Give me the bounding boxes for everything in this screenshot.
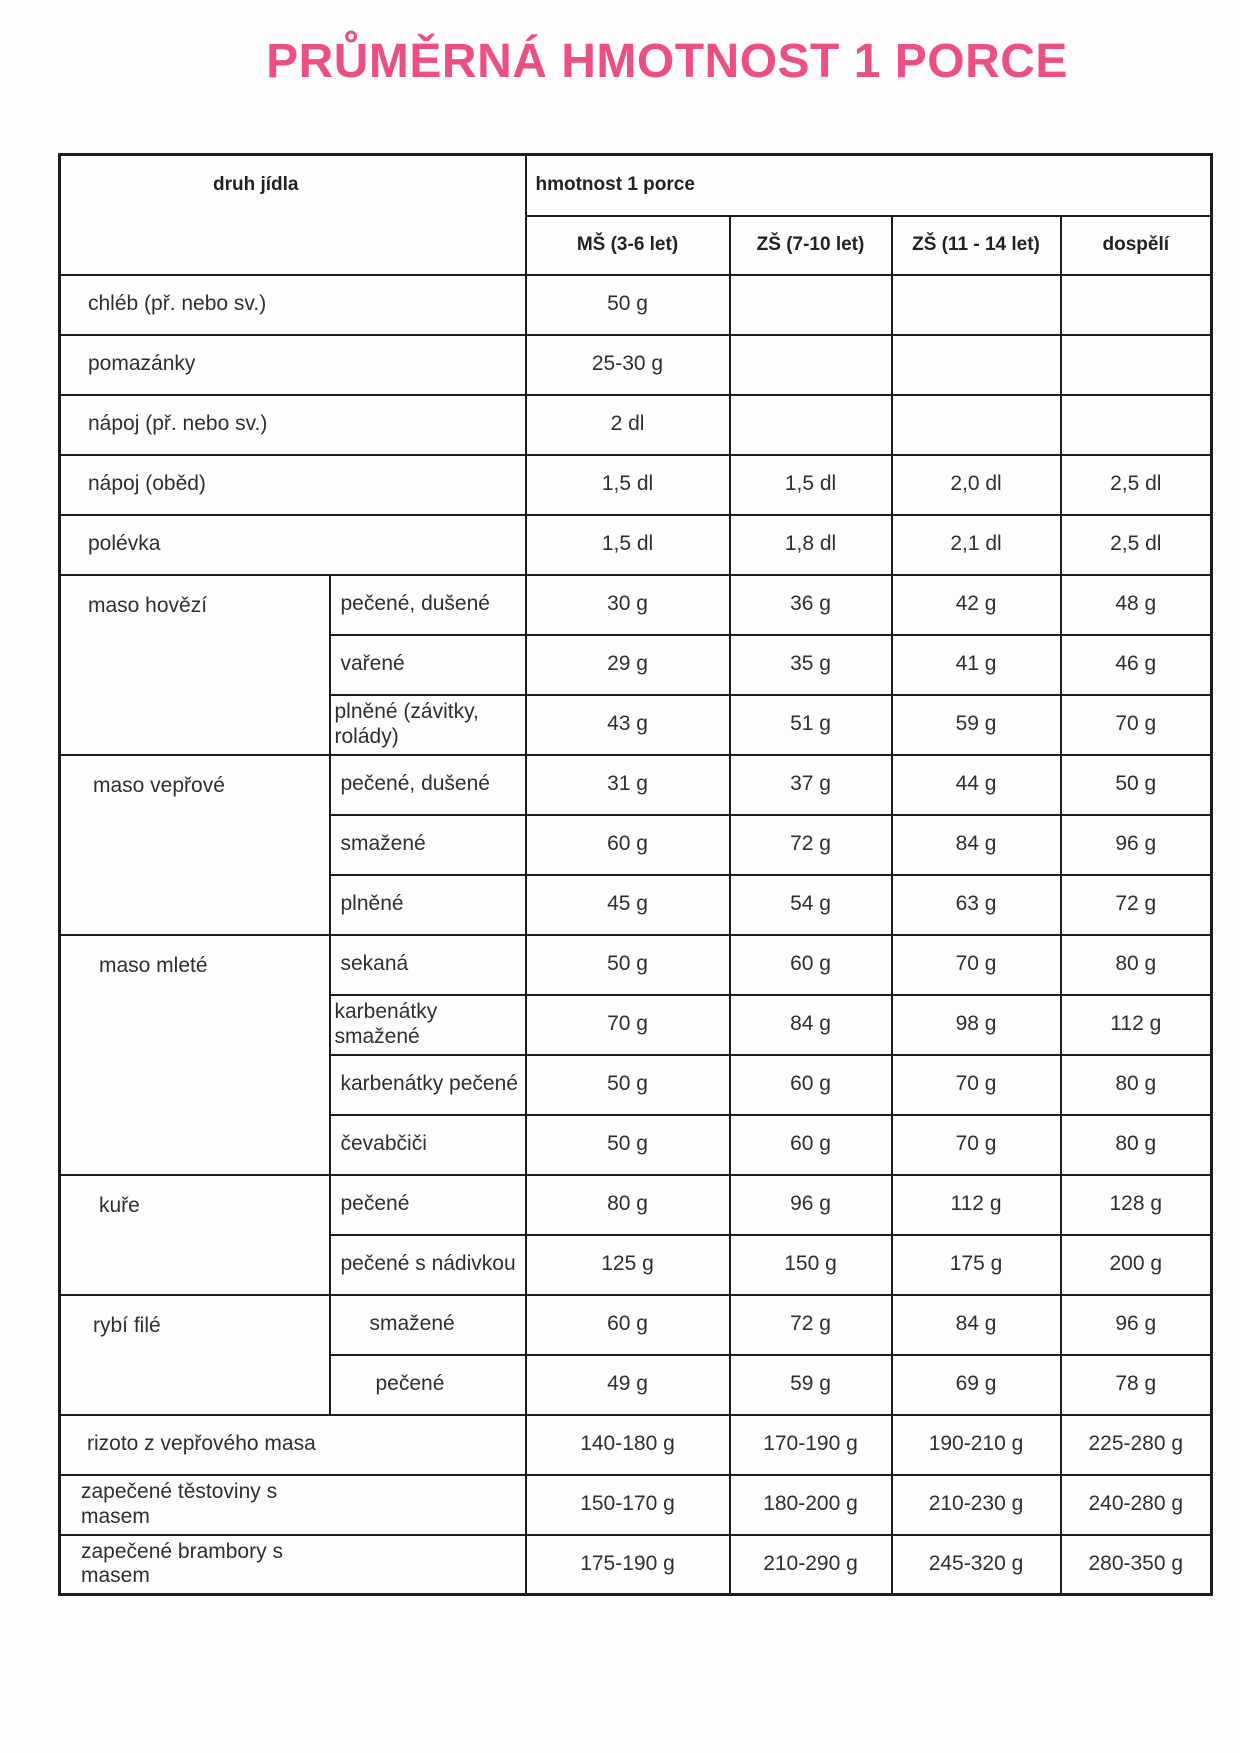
table-row	[60, 275, 1212, 335]
table-row	[60, 755, 1212, 815]
value-zs-7-10: 1,5 dl	[730, 455, 892, 515]
value-adults: 78 g	[1061, 1355, 1212, 1415]
value-zs-11-14: 84 g	[892, 815, 1061, 875]
value-zs-7-10: 54 g	[730, 875, 892, 935]
value-zs-11-14: 63 g	[892, 875, 1061, 935]
value-zs-7-10: 60 g	[730, 935, 892, 995]
page-title: PRŮMĚRNÁ HMOTNOST 1 PORCE	[266, 35, 1068, 88]
value-zs-11-14: 69 g	[892, 1355, 1061, 1415]
table-row	[60, 935, 1212, 995]
value-zs-7-10: 210-290 g	[730, 1535, 892, 1595]
food-subtype-label: sekaná	[330, 935, 526, 995]
header-group-adults: dospělí	[1061, 216, 1212, 275]
food-subtype-label: čevabčiči	[330, 1115, 526, 1175]
value-ms: 1,5 dl	[526, 515, 730, 575]
value-ms: 29 g	[526, 635, 730, 695]
header-group-zs-7-10: ZŠ (7-10 let)	[730, 216, 892, 275]
food-category-label: rybí filé	[60, 1295, 330, 1415]
header-food-type: druh jídla	[60, 155, 526, 275]
value-zs-7-10: 72 g	[730, 815, 892, 875]
value-zs-7-10: 96 g	[730, 1175, 892, 1235]
table-row	[60, 335, 1212, 395]
food-subtype-cell	[330, 995, 526, 1055]
value-ms: 80 g	[526, 1175, 730, 1235]
value-zs-11-14: 2,1 dl	[892, 515, 1061, 575]
table-row	[60, 575, 1212, 635]
value-adults: 70 g	[1061, 695, 1212, 755]
food-category-label: kuře	[60, 1175, 330, 1295]
empty-cell	[730, 335, 892, 395]
food-label: chléb (př. nebo sv.)	[60, 275, 526, 335]
empty-cell	[1061, 395, 1212, 455]
header-group-zs-11-14: ZŠ (11 - 14 let)	[892, 216, 1061, 275]
value-zs-11-14: 41 g	[892, 635, 1061, 695]
value-adults: 2,5 dl	[1061, 515, 1212, 575]
food-subtype-label: plněné (závitky, rolády)	[334, 700, 479, 748]
value-zs-7-10: 37 g	[730, 755, 892, 815]
food-label: nápoj (př. nebo sv.)	[60, 395, 526, 455]
value-adults: 225-280 g	[1061, 1415, 1212, 1475]
empty-cell	[892, 395, 1061, 455]
empty-cell	[892, 275, 1061, 335]
value-ms: 31 g	[526, 755, 730, 815]
value-adults: 80 g	[1061, 1055, 1212, 1115]
value-zs-7-10: 170-190 g	[730, 1415, 892, 1475]
header-row	[60, 155, 1212, 216]
value-zs-11-14: 42 g	[892, 575, 1061, 635]
value-adults: 112 g	[1061, 995, 1212, 1055]
value-adults: 96 g	[1061, 815, 1212, 875]
value-zs-7-10: 36 g	[730, 575, 892, 635]
empty-cell	[1061, 335, 1212, 395]
value-adults: 128 g	[1061, 1175, 1212, 1235]
value-ms: 50 g	[526, 1055, 730, 1115]
value-zs-7-10: 35 g	[730, 635, 892, 695]
value-ms: 1,5 dl	[526, 455, 730, 515]
value-zs-11-14: 210-230 g	[892, 1475, 1061, 1535]
table-row	[60, 1475, 1212, 1535]
value-adults: 96 g	[1061, 1295, 1212, 1355]
food-subtype-label: pečené, dušené	[330, 575, 526, 635]
value-ms: 50 g	[526, 935, 730, 995]
value-zs-11-14: 112 g	[892, 1175, 1061, 1235]
value-zs-11-14: 70 g	[892, 1115, 1061, 1175]
food-label-cell	[60, 1535, 526, 1595]
value-adults: 80 g	[1061, 935, 1212, 995]
food-subtype-cell	[330, 695, 526, 755]
table-row	[60, 1415, 1212, 1475]
value-adults: 280-350 g	[1061, 1535, 1212, 1595]
value-zs-11-14: 98 g	[892, 995, 1061, 1055]
food-category-label: maso vepřové	[60, 755, 330, 935]
food-subtype-label: pečené, dušené	[330, 755, 526, 815]
table-row	[60, 1295, 1212, 1355]
value-zs-7-10: 84 g	[730, 995, 892, 1055]
table-row	[60, 395, 1212, 455]
food-label: zapečené brambory s masem	[81, 1540, 283, 1588]
value-zs-11-14: 44 g	[892, 755, 1061, 815]
value-ms: 70 g	[526, 995, 730, 1055]
header-group-ms: MŠ (3-6 let)	[526, 216, 730, 275]
value-adults: 50 g	[1061, 755, 1212, 815]
value-adults: 2,5 dl	[1061, 455, 1212, 515]
food-subtype-label: pečené s nádivkou	[330, 1235, 526, 1295]
food-category-label: maso hovězí	[60, 575, 330, 755]
table-row	[60, 455, 1212, 515]
food-label-cell	[60, 1475, 526, 1535]
value-zs-11-14: 84 g	[892, 1295, 1061, 1355]
header-portion-weight: hmotnost 1 porce	[526, 155, 1212, 216]
value-ms: 60 g	[526, 1295, 730, 1355]
empty-cell	[892, 335, 1061, 395]
value-zs-11-14: 59 g	[892, 695, 1061, 755]
value-zs-7-10: 60 g	[730, 1115, 892, 1175]
food-label: zapečené těstoviny s masem	[81, 1480, 278, 1528]
value-adults: 48 g	[1061, 575, 1212, 635]
food-subtype-label: pečené	[330, 1355, 526, 1415]
table-row	[60, 1175, 1212, 1235]
value-ms: 25-30 g	[526, 335, 730, 395]
empty-cell	[1061, 275, 1212, 335]
value-zs-7-10: 60 g	[730, 1055, 892, 1115]
value-adults: 46 g	[1061, 635, 1212, 695]
value-zs-11-14: 70 g	[892, 935, 1061, 995]
value-zs-7-10: 72 g	[730, 1295, 892, 1355]
value-zs-11-14: 175 g	[892, 1235, 1061, 1295]
value-ms: 125 g	[526, 1235, 730, 1295]
value-zs-7-10: 1,8 dl	[730, 515, 892, 575]
food-subtype-label: vařené	[330, 635, 526, 695]
value-ms: 49 g	[526, 1355, 730, 1415]
value-zs-7-10: 180-200 g	[730, 1475, 892, 1535]
value-ms: 50 g	[526, 1115, 730, 1175]
value-ms: 175-190 g	[526, 1535, 730, 1595]
food-subtype-label: smažené	[330, 1295, 526, 1355]
value-adults: 72 g	[1061, 875, 1212, 935]
table-row	[60, 1535, 1212, 1595]
food-subtype-label: karbenátky pečené	[330, 1055, 526, 1115]
empty-cell	[730, 395, 892, 455]
food-label: pomazánky	[60, 335, 526, 395]
value-zs-11-14: 245-320 g	[892, 1535, 1061, 1595]
value-ms: 140-180 g	[526, 1415, 730, 1475]
value-zs-7-10: 51 g	[730, 695, 892, 755]
portion-weight-table	[58, 153, 1213, 1596]
value-ms: 43 g	[526, 695, 730, 755]
value-ms: 45 g	[526, 875, 730, 935]
food-subtype-label: pečené	[330, 1175, 526, 1235]
value-zs-11-14: 2,0 dl	[892, 455, 1061, 515]
value-zs-7-10: 150 g	[730, 1235, 892, 1295]
value-ms: 60 g	[526, 815, 730, 875]
value-zs-7-10: 59 g	[730, 1355, 892, 1415]
value-ms: 150-170 g	[526, 1475, 730, 1535]
food-label: rizoto z vepřového masa	[60, 1415, 526, 1475]
food-label: nápoj (oběd)	[60, 455, 526, 515]
food-category-label: maso mleté	[60, 935, 330, 1175]
food-subtype-label: smažené	[330, 815, 526, 875]
food-subtype-label: plněné	[330, 875, 526, 935]
value-ms: 2 dl	[526, 395, 730, 455]
empty-cell	[730, 275, 892, 335]
value-ms: 30 g	[526, 575, 730, 635]
food-label: polévka	[60, 515, 526, 575]
table-row	[60, 515, 1212, 575]
value-adults: 240-280 g	[1061, 1475, 1212, 1535]
food-subtype-label: karbenátky smažené	[334, 1000, 438, 1048]
value-ms: 50 g	[526, 275, 730, 335]
value-adults: 200 g	[1061, 1235, 1212, 1295]
value-adults: 80 g	[1061, 1115, 1212, 1175]
value-zs-11-14: 70 g	[892, 1055, 1061, 1115]
value-zs-11-14: 190-210 g	[892, 1415, 1061, 1475]
